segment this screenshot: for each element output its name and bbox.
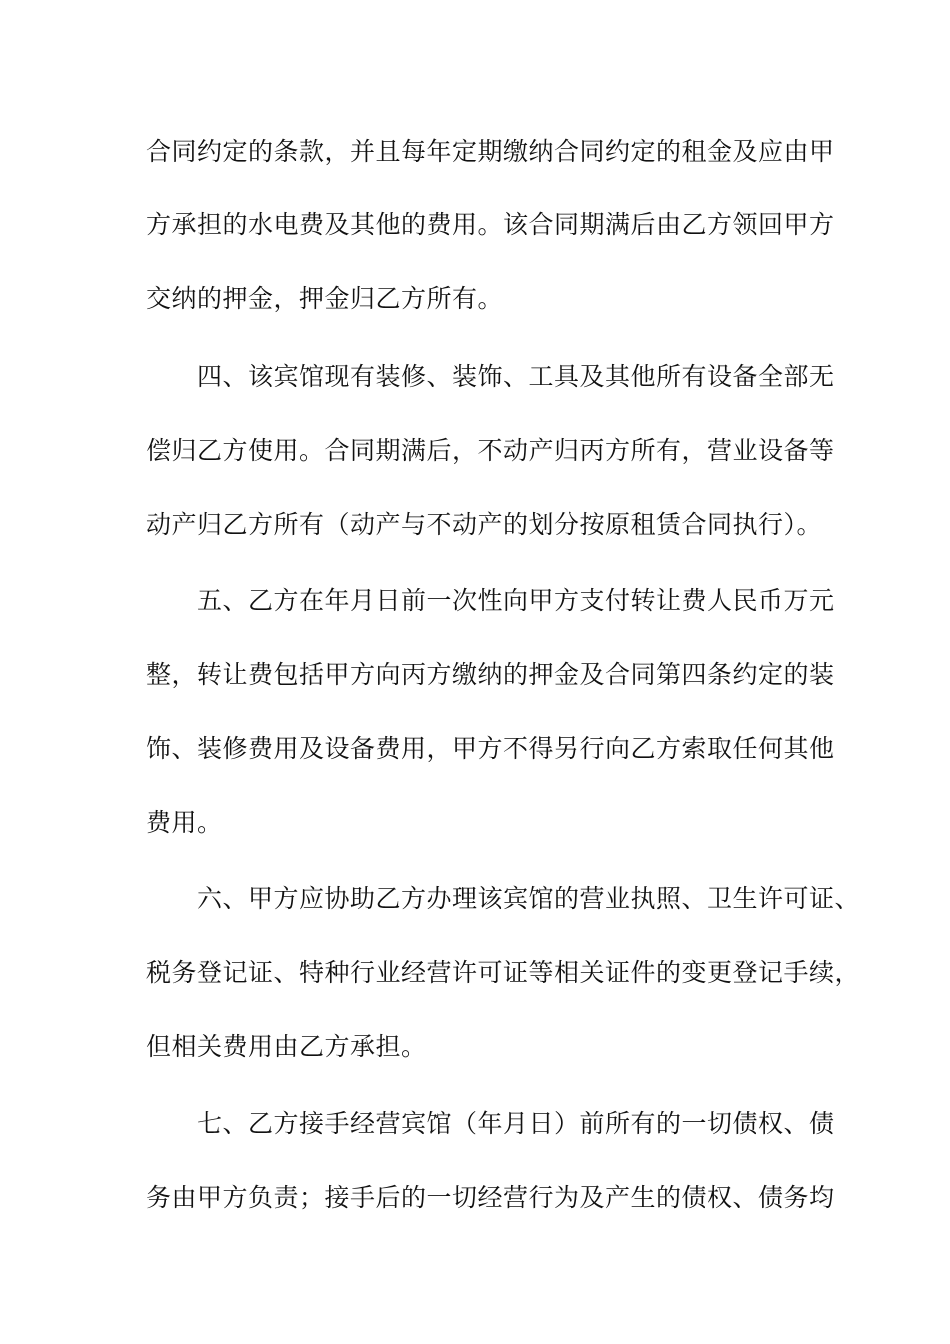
text-line: 偿归乙方使用。合同期满后，不动产归丙方所有，营业设备等: [146, 436, 835, 465]
text-line: 务由甲方负责；接手后的一切经营行为及产生的债权、债务均: [146, 1183, 835, 1212]
text-line: 合同约定的条款，并且每年定期缴纳合同约定的租金及应由甲: [146, 137, 835, 166]
text-line: 费用。: [146, 808, 223, 837]
text-line: 六、甲方应协助乙方办理该宾馆的营业执照、卫生许可证、: [146, 884, 861, 913]
text-line: 方承担的水电费及其他的费用。该合同期满后由乙方领回甲方: [146, 210, 835, 239]
text-line: 税务登记证、特种行业经营许可证等相关证件的变更登记手续，: [146, 958, 861, 987]
text-line: 但相关费用由乙方承担。: [146, 1032, 427, 1061]
text-line: 动产归乙方所有（动产与不动产的划分按原租赁合同执行）。: [146, 510, 823, 539]
text-line: 交纳的押金，押金归乙方所有。: [146, 284, 504, 313]
text-line: 四、该宾馆现有装修、装饰、工具及其他所有设备全部无: [146, 362, 835, 391]
text-line: 七、乙方接手经营宾馆（年月日）前所有的一切债权、债: [146, 1109, 835, 1138]
text-line: 饰、装修费用及设备费用，甲方不得另行向乙方索取任何其他: [146, 734, 835, 763]
text-line: 整，转让费包括甲方向丙方缴纳的押金及合同第四条约定的装: [146, 660, 835, 689]
text-line: 五、乙方在年月日前一次性向甲方支付转让费人民币万元: [146, 586, 835, 615]
